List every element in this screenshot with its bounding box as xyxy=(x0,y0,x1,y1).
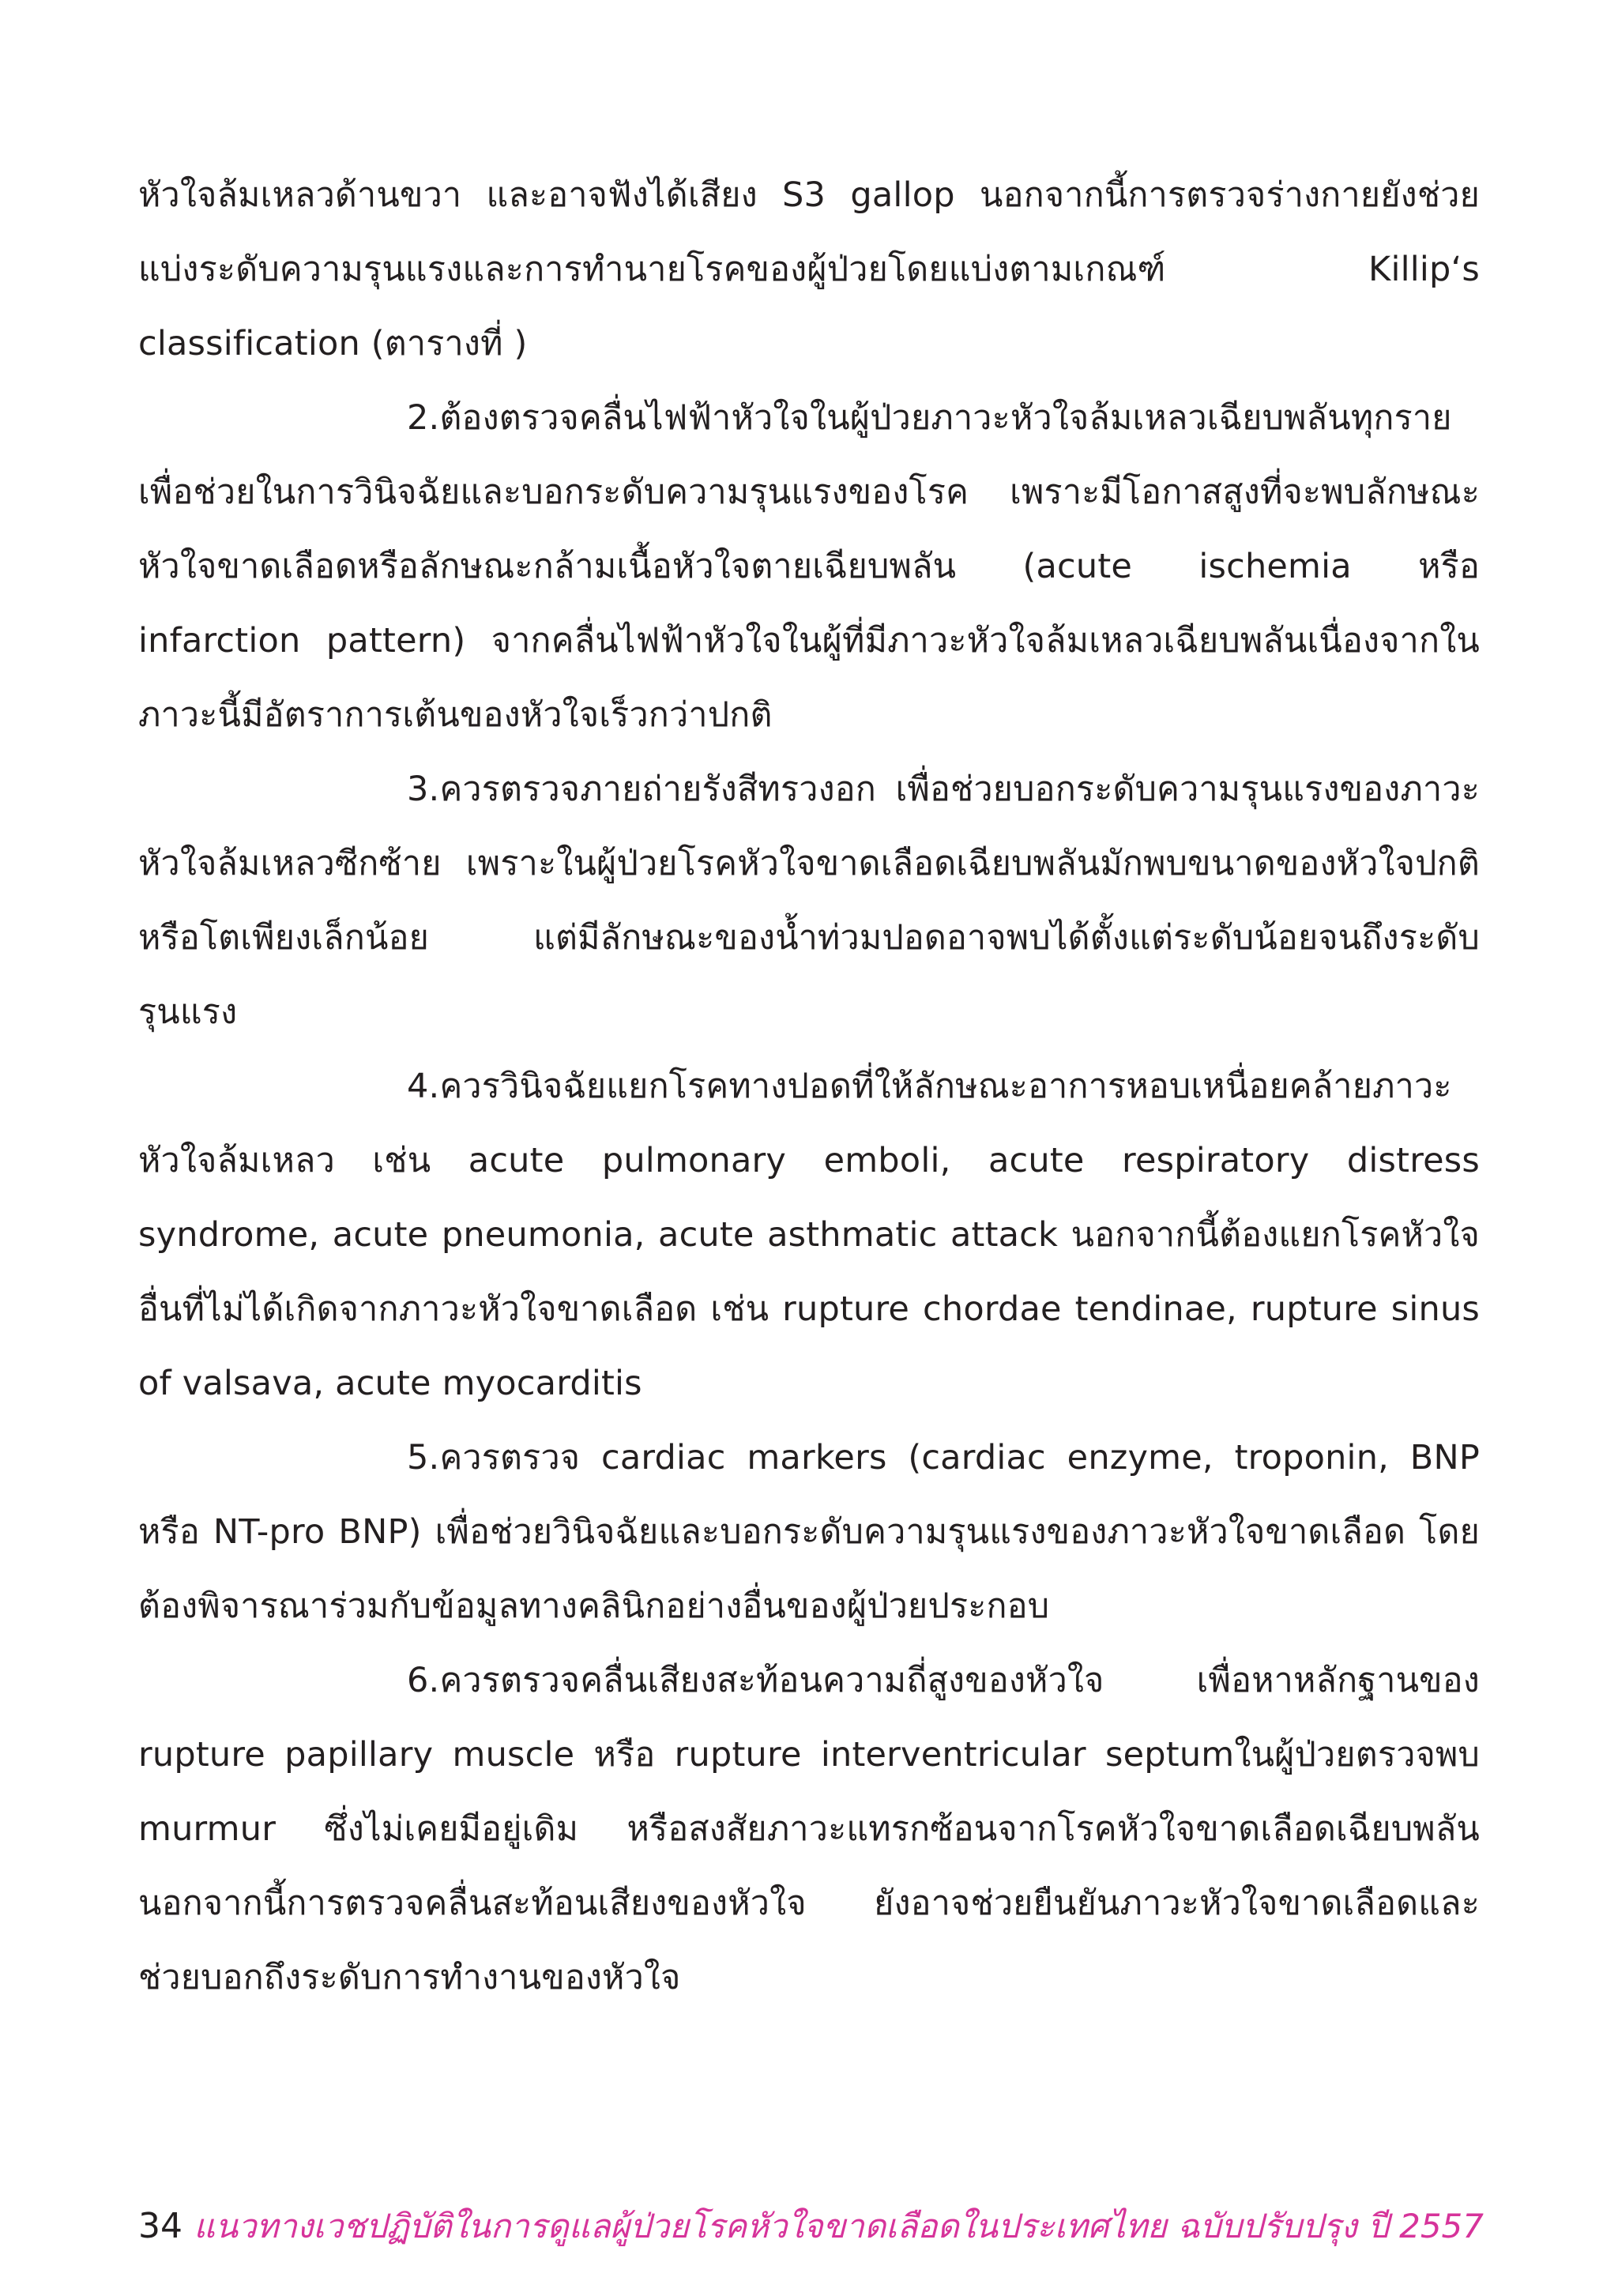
list-item-number: 4. xyxy=(407,1067,440,1106)
list-item-text: ควรวินิจฉัยแยกโรคทางปอดที่ให้ลักษณะอาการหอบเหนื่อยคล้ายภาวะหัวใจล้มเหลว เช่น acute pulmonary emboli, acute respiratory distress syndrome, acute pneumonia, acute asthmatic attack นอกจากนี้ต้องแยกโรคหัวใจอื่นที่ไม่ได้เกิดจากภาวะหัวใจขาดเลือด เช่น rupture chordae tendinae, rupture sinus of valsava, acute myocarditis xyxy=(138,1067,1480,1403)
list-item-number: 3. xyxy=(407,770,440,809)
list-item-text: ควรตรวจคลื่นเสียงสะท้อนความถี่สูงของหัวใจ เพื่อหาหลักฐานของ rupture papillary muscle หรือ rupture interventricular septumในผู้ป่วยตรวจพบ murmur ซึ่งไม่เคยมีอยู่เดิม หรือสงสัยภาวะแทรกซ้อนจากโรคหัวใจขาดเลือดเฉียบพลัน นอกจากนี้การตรวจคลื่นสะท้อนเสียงของหัวใจ ยังอาจช่วยยืนยันภาวะหัวใจขาดเลือดและช่วยบอกถึงระดับการทำงานของหัวใจ xyxy=(138,1661,1480,1997)
list-item-number: 6. xyxy=(407,1661,440,1700)
list-item-number: 2. xyxy=(407,398,440,438)
list-item-text: ควรตรวจภายถ่ายรังสีทรวงอก เพื่อช่วยบอกระดับความรุนแรงของภาวะหัวใจล้มเหลวซีกซ้าย เพราะในผู้ป่วยโรคหัวใจขาดเลือดเฉียบพลันมักพบขนาดของหัวใจปกติหรือโตเพียงเล็กน้อย แต่มีลักษณะของน้ำท่วมปอดอาจพบได้ตั้งแต่ระดับน้อยจนถึงระดับรุนแรง xyxy=(138,770,1480,1032)
page-footer xyxy=(138,2200,1484,2248)
list-item-3 xyxy=(138,752,1480,1049)
paragraph-continuation xyxy=(138,158,1480,381)
page-number: 34 xyxy=(138,2206,182,2246)
list-item-number: 5. xyxy=(407,1438,440,1477)
body-text xyxy=(138,158,1480,2015)
list-item-5 xyxy=(138,1421,1480,1643)
list-item-6 xyxy=(138,1643,1480,2015)
running-title: แนวทางเวชปฏิบัติในการดูแลผู้ป่วยโรคหัวใจขาดเลือดในประเทศไทย ฉบับปรับปรุง ปี 2557 xyxy=(194,2207,1484,2245)
list-item-2 xyxy=(138,381,1480,752)
paragraph-text: หัวใจล้มเหลวด้านขวา และอาจฟังได้เสียง S3 gallop นอกจากนี้การตรวจร่างกายยังช่วยแบ่งระดับความรุนแรงและการทำนายโรคของผู้ป่วยโดยแบ่งตามเกณฑ์ Killip‘s classification (ตารางที่ ) xyxy=(138,175,1480,363)
list-item-text: ควรตรวจ cardiac markers (cardiac enzyme, troponin, BNP หรือ NT-pro BNP) เพื่อช่วยวินิจฉัยและบอกระดับความรุนแรงของภาวะหัวใจขาดเลือด โดยต้องพิจารณาร่วมกับข้อมูลทางคลินิกอย่างอื่นของผู้ป่วยประกอบ xyxy=(138,1438,1480,1626)
list-item-4 xyxy=(138,1049,1480,1421)
list-item-text: ต้องตรวจคลื่นไฟฟ้าหัวใจในผู้ป่วยภาวะหัวใจล้มเหลวเฉียบพลันทุกรายเพื่อช่วยในการวินิจฉัยและบอกระดับความรุนแรงของโรค เพราะมีโอกาสสูงที่จะพบลักษณะหัวใจขาดเลือดหรือลักษณะกล้ามเนื้อหัวใจตายเฉียบพลัน (acute ischemia หรือ infarction pattern) จากคลื่นไฟฟ้าหัวใจในผู้ที่มีภาวะหัวใจล้มเหลวเฉียบพลันเนื่องจากในภาวะนี้มีอัตราการเต้นของหัวใจเร็วกว่าปกติ xyxy=(138,398,1480,735)
